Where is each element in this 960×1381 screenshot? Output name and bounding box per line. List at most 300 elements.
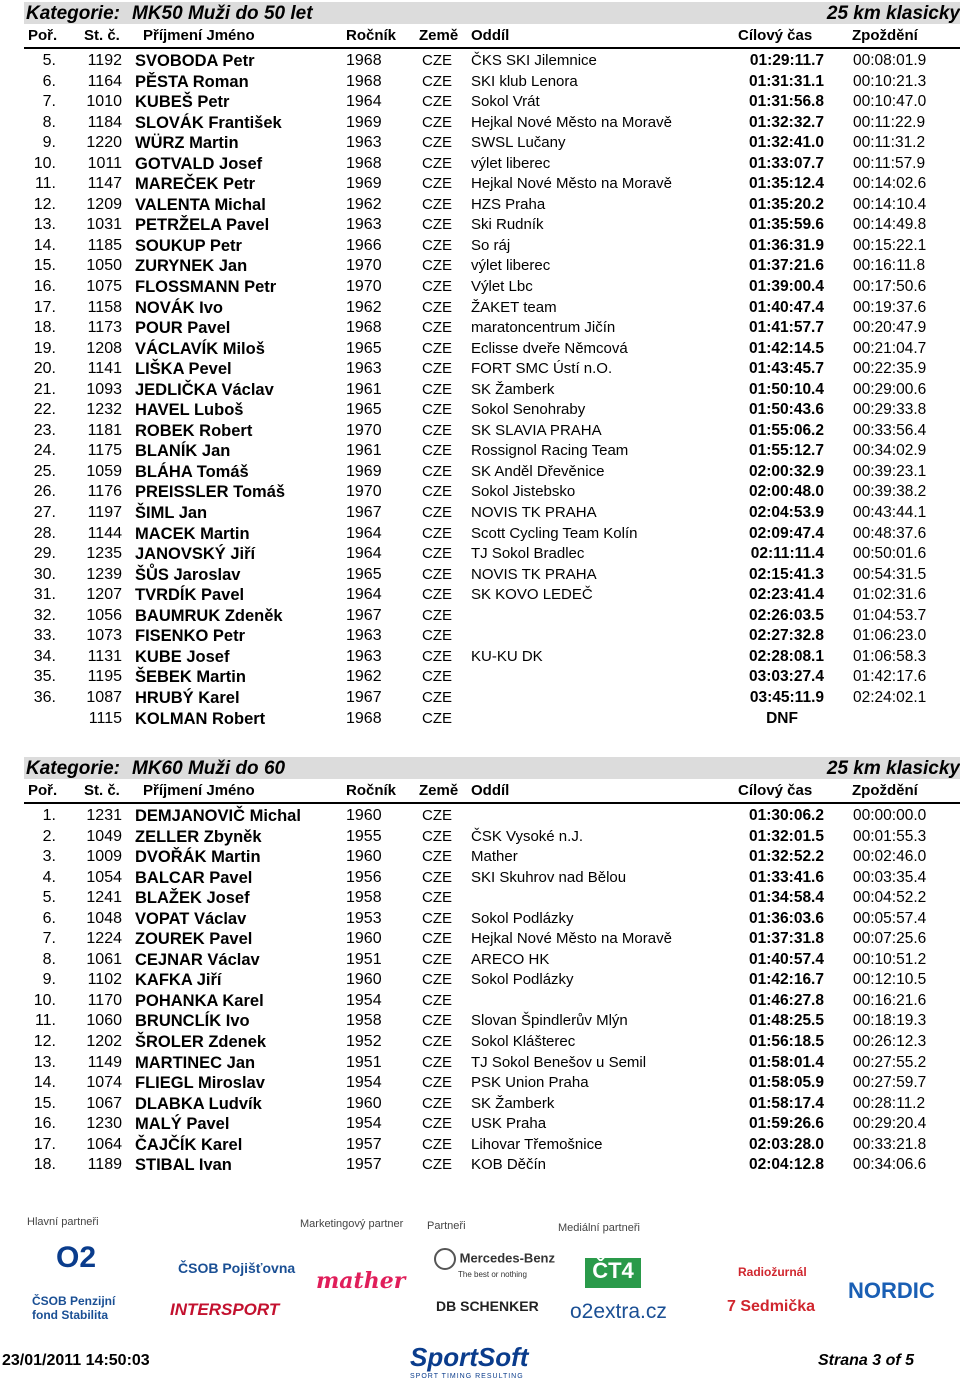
header-rule	[24, 802, 960, 804]
cell-bib: 1075	[86, 278, 122, 296]
cell-bib: 1184	[87, 113, 122, 131]
col-year: Ročník	[346, 27, 397, 44]
cell-diff: 00:39:23.1	[853, 462, 927, 480]
cell-club: SK Žamberk	[471, 380, 555, 398]
cell-nat: CZE	[422, 848, 452, 866]
table-row	[0, 1113, 960, 1134]
table-row	[0, 1093, 960, 1114]
cell-diff: 00:20:47.9	[853, 319, 927, 337]
cell-name: VOPAT Václav	[135, 909, 247, 928]
table-row	[0, 235, 960, 256]
column-header-row	[24, 26, 960, 46]
cell-name: JEDLIČKA Václav	[135, 380, 274, 399]
cell-time: 01:32:52.2	[749, 848, 824, 866]
cell-name: ŠŮS Jaroslav	[135, 565, 241, 584]
cell-nat: CZE	[422, 868, 452, 886]
cell-rank: 13.	[33, 216, 56, 234]
cell-year: 1961	[346, 380, 382, 398]
cell-year: 1969	[346, 175, 382, 193]
cell-time: 01:58:01.4	[749, 1053, 824, 1071]
cell-rank: 4.	[42, 868, 56, 886]
cell-diff: 00:29:20.4	[853, 1115, 927, 1133]
cell-name: STIBAL Ivan	[135, 1156, 232, 1175]
cell-bib: 1102	[87, 971, 122, 989]
cell-bib: 1048	[86, 909, 122, 927]
cell-diff: 00:33:56.4	[853, 421, 927, 439]
cell-bib: 1164	[87, 72, 122, 90]
table-row	[0, 990, 960, 1011]
cell-diff: 00:43:44.1	[853, 504, 927, 522]
cell-nat: CZE	[422, 827, 452, 845]
col-name: Příjmení Jméno	[143, 782, 255, 799]
cell-diff: 00:27:59.7	[853, 1074, 927, 1092]
col-time: Cílový čas	[738, 27, 813, 44]
cell-rank: 24.	[33, 442, 56, 460]
cell-year: 1968	[346, 154, 382, 172]
cell-diff: 00:21:04.7	[853, 339, 927, 357]
cell-bib: 1192	[87, 52, 122, 69]
cell-bib: 1093	[86, 380, 122, 398]
cell-bib: 1115	[88, 709, 122, 727]
cell-name: FLIEGL Miroslav	[135, 1074, 265, 1093]
cell-diff: 00:27:55.2	[853, 1053, 927, 1071]
cell-bib: 1181	[87, 421, 122, 439]
table-row	[0, 1031, 960, 1052]
cell-club: Scott Cycling Team Kolín	[471, 524, 638, 542]
cell-diff: 00:22:35.9	[853, 360, 927, 378]
cell-name: BLANÍK Jan	[135, 442, 231, 461]
table-row	[0, 867, 960, 888]
cell-rank: 12.	[33, 195, 56, 213]
cell-nat: CZE	[422, 175, 452, 193]
cell-nat: CZE	[422, 134, 452, 152]
cell-rank: 6.	[42, 909, 56, 927]
table-row	[0, 153, 960, 174]
cell-rank: 25.	[33, 462, 56, 480]
cell-year: 1963	[346, 216, 382, 234]
cell-bib: 1195	[87, 668, 122, 686]
cell-club: Sokol Jistebsko	[471, 483, 576, 501]
cell-nat: CZE	[422, 216, 452, 234]
mercedes-star-icon	[434, 1248, 456, 1270]
cell-bib: 1147	[87, 175, 122, 193]
cell-nat: CZE	[422, 236, 452, 254]
cell-diff: 00:33:21.8	[853, 1135, 927, 1153]
cell-diff: 00:11:22.9	[853, 113, 926, 131]
cell-time: 01:31:56.8	[749, 93, 824, 111]
cell-diff: 00:14:10.4	[853, 195, 927, 213]
cell-club: TJ Sokol Bradlec	[471, 545, 585, 563]
cell-nat: CZE	[422, 462, 452, 480]
cell-time: 01:41:57.7	[749, 319, 824, 337]
cell-time: 01:32:32.7	[749, 113, 824, 131]
nordic-logo: NORDIC	[848, 1278, 935, 1303]
cell-diff: 00:14:02.6	[853, 175, 927, 193]
cell-name: FISENKO Petr	[135, 627, 246, 646]
cell-name: DLABKA Ludvík	[135, 1094, 262, 1113]
cell-year: 1962	[346, 298, 382, 316]
cell-diff: 00:03:35.4	[853, 868, 927, 886]
table-row	[0, 846, 960, 867]
cell-bib: 1232	[86, 401, 122, 419]
cell-name: ROBEK Robert	[135, 421, 253, 440]
cell-diff: 00:50:01.6	[853, 545, 927, 563]
cell-diff: 00:34:06.6	[853, 1156, 927, 1174]
col-nat: Země	[419, 782, 459, 799]
cell-club: NOVIS TK PRAHA	[471, 565, 597, 583]
cell-year: 1965	[346, 565, 382, 583]
table-row	[0, 1052, 960, 1073]
cell-name: JANOVSKÝ Jiří	[135, 545, 256, 564]
cell-year: 1954	[346, 1115, 382, 1133]
cell-year: 1960	[346, 971, 382, 989]
csob-penzijni-fond-logo: ČSOB Penzijní fond Stabilita	[32, 1294, 116, 1322]
cell-rank: 5.	[42, 52, 56, 69]
cell-bib: 1239	[86, 565, 122, 583]
cell-nat: CZE	[422, 421, 452, 439]
cell-rank: 9.	[42, 134, 56, 152]
cell-name: VÁCLAVÍK Miloš	[135, 339, 265, 358]
table-row	[0, 317, 960, 338]
results-table-mk50	[0, 50, 960, 728]
race-name: 25 km klasicky	[826, 3, 960, 24]
o2extra-logo: o2extra.cz	[570, 1300, 667, 1323]
cell-bib: 1049	[86, 827, 122, 845]
cell-year: 1954	[346, 1074, 382, 1092]
cell-club: So ráj	[471, 236, 511, 254]
cell-nat: CZE	[422, 339, 452, 357]
cell-year: 1967	[346, 504, 382, 522]
cell-time: DNF	[766, 709, 798, 727]
cell-name: BLAŽEK Josef	[135, 889, 250, 908]
label-marketing-partner: Marketingový partner	[300, 1218, 404, 1230]
cell-name: BAUMRUK Zdeněk	[135, 606, 283, 625]
radiozurnal-logo: Radiožurnál	[738, 1265, 807, 1279]
category-name: MK60 Muži do 60	[132, 758, 286, 779]
cell-bib: 1235	[86, 545, 122, 563]
cell-name: ŠIML Jan	[135, 504, 208, 523]
cell-rank: 14.	[33, 1074, 56, 1092]
cell-year: 1958	[346, 1012, 382, 1030]
cell-name: SLOVÁK František	[135, 113, 282, 132]
col-rank: Poř.	[28, 27, 58, 44]
cell-bib: 1231	[86, 807, 122, 824]
cell-nat: CZE	[422, 545, 452, 563]
cell-club: Slovan Špindlerův Mlýn	[471, 1012, 628, 1030]
cell-name: MARTINEC Jan	[135, 1053, 256, 1072]
cell-year: 1969	[346, 113, 382, 131]
cell-club: NOVIS TK PRAHA	[471, 504, 597, 522]
cell-name: BALCAR Pavel	[135, 868, 253, 887]
cell-rank: 21.	[33, 380, 56, 398]
cell-club: SWSL Lučany	[471, 134, 566, 152]
cell-rank: 8.	[42, 113, 56, 131]
cell-diff: 00:39:38.2	[853, 483, 927, 501]
col-diff: Zpoždění	[852, 27, 918, 44]
cell-year: 1951	[346, 1053, 382, 1071]
cell-bib: 1175	[87, 442, 122, 460]
cell-nat: CZE	[422, 1094, 452, 1112]
cell-rank: 7.	[42, 930, 56, 948]
cell-name: LIŠKA Pevel	[135, 360, 232, 379]
cell-nat: CZE	[422, 971, 452, 989]
cell-year: 1968	[346, 709, 382, 727]
cell-rank: 12.	[33, 1033, 56, 1051]
cell-name: BLÁHA Tomáš	[135, 462, 249, 481]
cell-nat: CZE	[422, 524, 452, 542]
table-row	[0, 1072, 960, 1093]
cell-nat: CZE	[422, 606, 452, 624]
cell-time: 03:45:11.9	[749, 688, 824, 706]
cell-rank: 16.	[33, 278, 56, 296]
cell-rank: 32.	[33, 606, 56, 624]
sportsoft-logo	[410, 1342, 528, 1380]
cell-diff: 00:07:25.6	[853, 930, 927, 948]
cell-year: 1968	[346, 72, 382, 90]
cell-club: Sokol Klášterec	[471, 1033, 576, 1051]
cell-nat: CZE	[422, 154, 452, 172]
table-row	[0, 826, 960, 847]
cell-club: PSK Union Praha	[471, 1074, 589, 1092]
cell-bib: 1009	[86, 848, 122, 866]
cell-name: DEMJANOVIČ Michal	[135, 807, 301, 825]
cell-name: DVOŘÁK Martin	[135, 848, 261, 867]
cell-nat: CZE	[422, 257, 452, 275]
table-row	[0, 605, 960, 626]
table-row	[0, 132, 960, 153]
cell-name: PETRŽELA Pavel	[135, 216, 270, 235]
cell-time: 01:55:12.7	[749, 442, 824, 460]
cell-nat: CZE	[422, 298, 452, 316]
o2-logo: O2	[56, 1241, 97, 1274]
cell-bib: 1074	[86, 1074, 122, 1092]
cell-bib: 1230	[86, 1115, 122, 1133]
table-row	[0, 440, 960, 461]
cell-club: SK KOVO LEDEČ	[471, 586, 593, 604]
table-row	[0, 194, 960, 215]
cell-time: 02:00:32.9	[749, 462, 824, 480]
cell-name: ZELLER Zbyněk	[135, 827, 262, 846]
cell-year: 1962	[346, 668, 382, 686]
table-row	[0, 1134, 960, 1155]
cell-time: 01:33:41.6	[749, 868, 824, 886]
cell-bib: 1170	[87, 991, 122, 1009]
cell-bib: 1141	[87, 360, 122, 378]
cell-bib: 1144	[87, 524, 122, 542]
cell-time: 02:09:47.4	[749, 524, 824, 542]
col-year: Ročník	[346, 782, 397, 799]
cell-nat: CZE	[422, 1115, 452, 1133]
cell-diff: 00:54:31.5	[853, 565, 927, 583]
category-label: Kategorie:	[26, 758, 120, 779]
cell-diff: 00:29:00.6	[853, 380, 927, 398]
cell-nat: CZE	[422, 1053, 452, 1071]
cell-year: 1964	[346, 93, 382, 111]
cell-year: 1969	[346, 462, 382, 480]
cell-bib: 1209	[86, 195, 122, 213]
table-row	[0, 358, 960, 379]
col-time: Cílový čas	[738, 782, 813, 799]
cell-name: WÜRZ Martin	[135, 134, 239, 153]
cell-year: 1963	[346, 627, 382, 645]
mercedes-benz-logo: Mercedes-Benz The best or nothing	[434, 1248, 555, 1279]
cell-rank: 5.	[42, 889, 56, 907]
col-club: Oddíl	[471, 782, 510, 799]
cell-time: 01:31:31.1	[749, 72, 824, 90]
cell-rank: 8.	[42, 950, 56, 968]
cell-bib: 1060	[86, 1012, 122, 1030]
table-row	[0, 928, 960, 949]
cell-rank: 30.	[33, 565, 56, 583]
cell-time: 02:27:32.8	[749, 627, 824, 645]
cell-time: 01:50:10.4	[749, 380, 824, 398]
cell-club: SK Anděl Dřevěnice	[471, 462, 605, 480]
table-row	[0, 50, 960, 71]
cell-time: 01:33:07.7	[749, 154, 824, 172]
cell-nat: CZE	[422, 688, 452, 706]
cell-name: KOLMAN Robert	[135, 709, 266, 728]
table-row	[0, 584, 960, 605]
cell-club: Sokol Podlázky	[471, 909, 574, 927]
cell-club: USK Praha	[471, 1115, 547, 1133]
cell-rank: 26.	[33, 483, 56, 501]
cell-bib: 1087	[86, 688, 122, 706]
page-number: Strana 3 of 5	[818, 1352, 915, 1369]
cell-time: 01:55:06.2	[749, 421, 824, 439]
cell-name: ŠROLER Zdenek	[135, 1033, 267, 1052]
cell-time: 01:36:03.6	[749, 909, 824, 927]
cell-nat: CZE	[422, 52, 452, 69]
cell-bib: 1185	[87, 236, 122, 254]
cell-club: ARECO HK	[471, 950, 550, 968]
cell-nat: CZE	[422, 483, 452, 501]
cell-name: BRUNCLÍK Ivo	[135, 1012, 250, 1031]
intersport-logo: INTERSPORT	[170, 1300, 280, 1319]
cell-time: 01:32:01.5	[749, 827, 824, 845]
cell-rank: 36.	[33, 688, 56, 706]
table-row	[0, 543, 960, 564]
cell-club: ČKS SKI Jilemnice	[471, 52, 597, 69]
cell-rank: 29.	[33, 545, 56, 563]
cell-diff: 00:16:21.6	[853, 991, 927, 1009]
sportsoft-brand: SportSoft	[410, 1342, 529, 1372]
table-row	[0, 276, 960, 297]
cell-time: 01:37:31.8	[749, 930, 824, 948]
label-partners: Partneři	[427, 1220, 466, 1232]
cell-name: VALENTA Michal	[135, 195, 266, 214]
cell-year: 1955	[346, 827, 382, 845]
cell-nat: CZE	[422, 565, 452, 583]
column-header-row	[24, 781, 960, 801]
cell-rank: 16.	[33, 1115, 56, 1133]
cell-club: výlet liberec	[471, 257, 551, 275]
cell-time: 01:40:57.4	[749, 950, 824, 968]
cell-year: 1968	[346, 52, 382, 69]
cell-nat: CZE	[422, 278, 452, 296]
results-table-mk60	[0, 805, 960, 1175]
table-row	[0, 461, 960, 482]
print-timestamp: 23/01/2011 14:50:03	[2, 1352, 150, 1369]
cell-name: PREISSLER Tomáš	[135, 483, 286, 502]
cell-rank: 34.	[33, 647, 56, 665]
cell-year: 1953	[346, 909, 382, 927]
cell-nat: CZE	[422, 930, 452, 948]
cell-nat: CZE	[422, 909, 452, 927]
cell-diff: 00:28:11.2	[853, 1094, 926, 1112]
cell-time: 01:43:45.7	[749, 360, 824, 378]
cell-name: ČAJČÍK Karel	[135, 1135, 243, 1154]
db-schenker-logo: DB SCHENKER	[436, 1298, 539, 1314]
cell-bib: 1202	[86, 1033, 122, 1051]
cell-nat: CZE	[422, 1156, 452, 1174]
cell-diff: 00:08:01.9	[853, 52, 927, 69]
table-row	[0, 949, 960, 970]
sportsoft-tagline: SPORT TIMING RESULTING	[410, 1373, 524, 1380]
cell-rank: 10.	[33, 991, 56, 1009]
category-header-mk50	[24, 2, 960, 24]
cell-year: 1964	[346, 524, 382, 542]
cell-name: HAVEL Luboš	[135, 401, 244, 420]
cell-time: 01:35:20.2	[749, 195, 824, 213]
cell-name: HRUBÝ Karel	[135, 688, 240, 707]
cell-nat: CZE	[422, 380, 452, 398]
cell-diff: 00:05:57.4	[853, 909, 927, 927]
label-main-partners: Hlavní partneři	[27, 1216, 99, 1228]
cell-club: Rossignol Racing Team	[471, 442, 629, 460]
cell-bib: 1059	[86, 462, 122, 480]
cell-rank: 17.	[33, 298, 56, 316]
col-bib: St. č.	[84, 27, 120, 44]
cell-diff: 00:01:55.3	[853, 827, 927, 845]
cell-name: KAFKA Jiří	[135, 971, 222, 990]
cell-bib: 1073	[86, 627, 122, 645]
table-row	[0, 908, 960, 929]
cell-rank: 22.	[33, 401, 56, 419]
cell-rank: 27.	[33, 504, 56, 522]
cell-diff: 00:12:10.5	[853, 971, 927, 989]
cell-club: Sokol Senohraby	[471, 401, 586, 419]
cell-nat: CZE	[422, 72, 452, 90]
cell-rank: 6.	[42, 72, 56, 90]
cell-rank: 1.	[42, 807, 56, 824]
table-row	[0, 379, 960, 400]
table-row	[0, 805, 960, 826]
cell-time: 02:04:53.9	[749, 504, 824, 522]
cell-time: 02:04:12.8	[749, 1156, 824, 1174]
cell-bib: 1189	[87, 1156, 122, 1174]
cell-rank: 28.	[33, 524, 56, 542]
cell-name: MACEK Martin	[135, 524, 250, 543]
table-row	[0, 173, 960, 194]
cell-year: 1967	[346, 606, 382, 624]
cell-year: 1960	[346, 807, 382, 824]
cell-club: výlet liberec	[471, 154, 551, 172]
cell-club: SK Žamberk	[471, 1094, 555, 1112]
cell-diff: 00:11:57.9	[853, 154, 926, 172]
cell-nat: CZE	[422, 319, 452, 337]
cell-name: GOTVALD Josef	[135, 154, 263, 173]
cell-time: 02:28:08.1	[749, 647, 824, 665]
cell-diff: 00:26:12.3	[853, 1033, 927, 1051]
table-row	[0, 91, 960, 112]
mercedes-tagline: The best or nothing	[458, 1270, 527, 1279]
cell-year: 1965	[346, 401, 382, 419]
cell-bib: 1220	[86, 134, 122, 152]
cell-nat: CZE	[422, 889, 452, 907]
cell-rank: 7.	[42, 93, 56, 111]
cell-name: ZOUREK Pavel	[135, 930, 253, 949]
cell-time: 01:40:47.4	[749, 298, 824, 316]
